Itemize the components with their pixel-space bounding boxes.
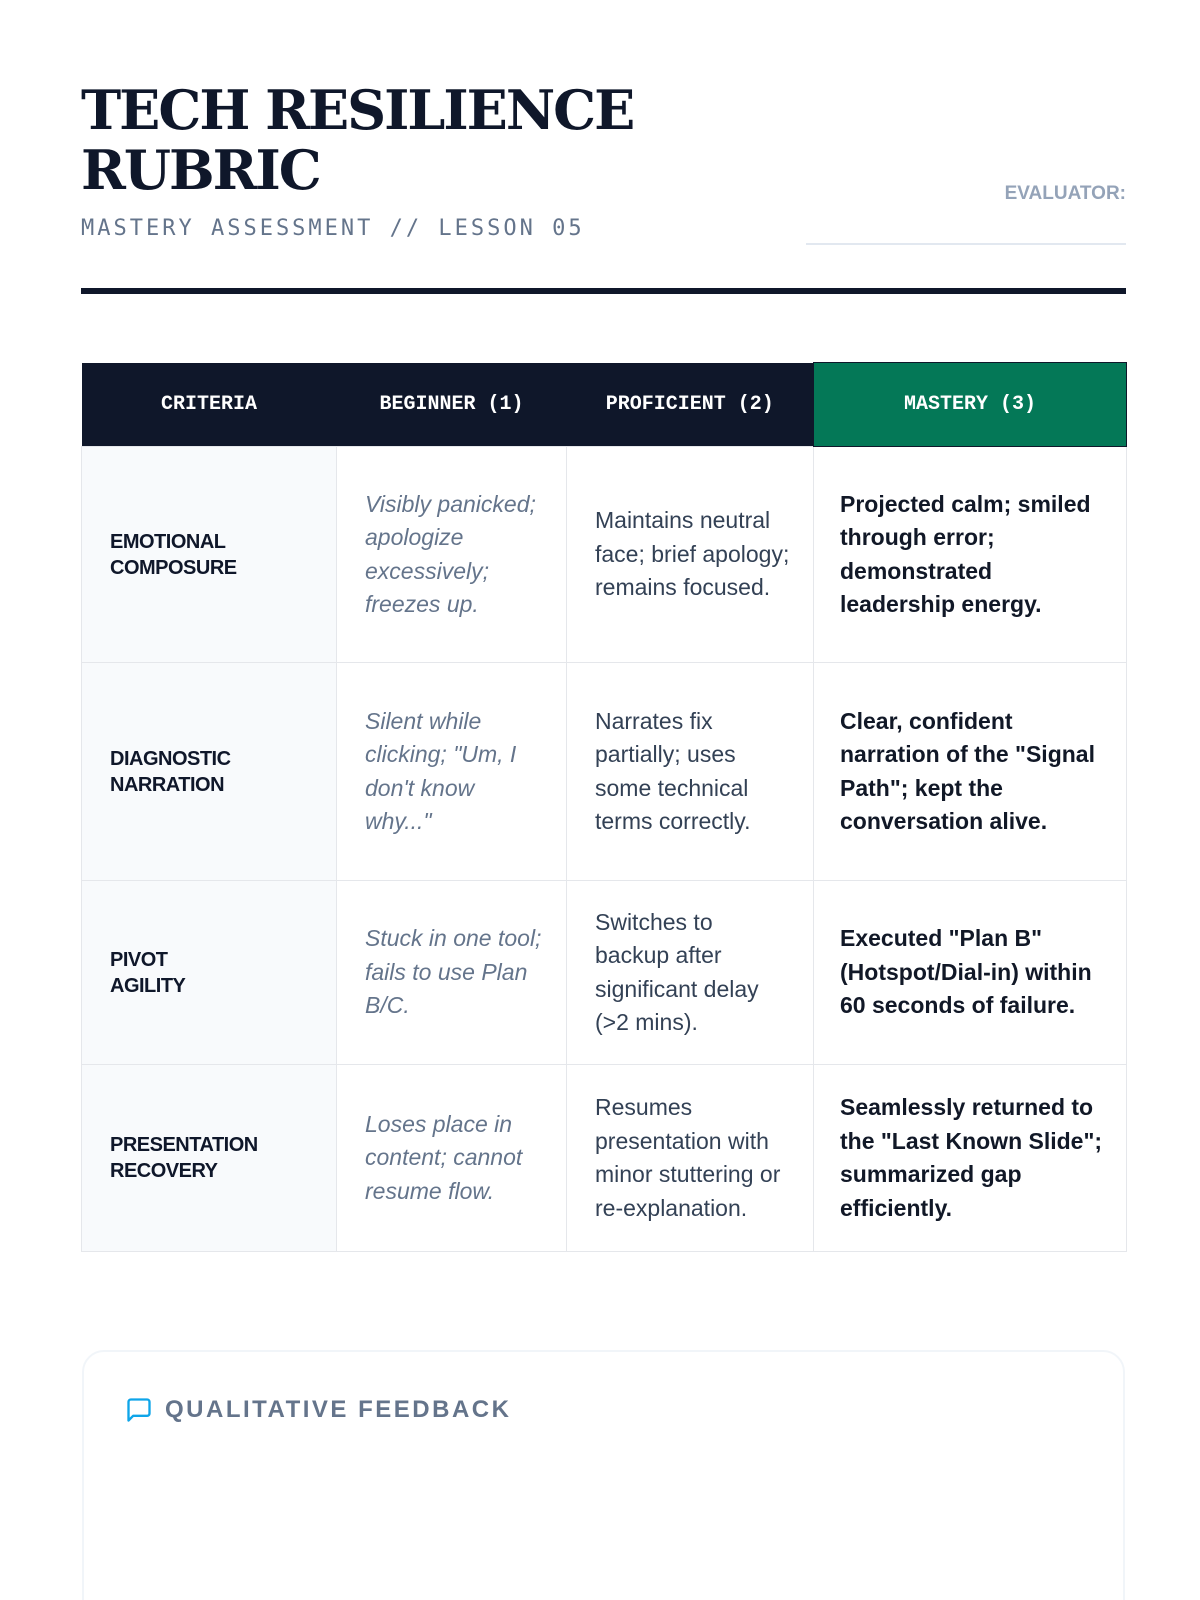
column-header-mastery: MASTERY (3): [814, 363, 1127, 447]
header-divider: [81, 288, 1126, 294]
title-line-1: TECH RESILIENCE: [81, 78, 634, 142]
table-row: [82, 663, 1127, 881]
proficient-cell: Maintains neutral face; brief apology; remains focused.: [567, 447, 814, 663]
table-row: [82, 881, 1127, 1065]
evaluator-signature-line[interactable]: [806, 243, 1126, 245]
table-row: [82, 447, 1127, 663]
rubric-page: [81, 0, 1126, 1600]
mastery-cell: Clear, confident narration of the "Signal Path"; kept the conversation alive.: [814, 663, 1127, 881]
criteria-cell: [82, 447, 337, 663]
page-header: [81, 80, 1126, 295]
criteria-cell: [82, 881, 337, 1065]
feedback-title: QUALITATIVE FEEDBACK: [165, 1396, 512, 1423]
table-row: [82, 1065, 1127, 1252]
criteria-label: PIVOT AGILITY: [110, 948, 186, 997]
mastery-cell: Projected calm; smiled through error; demonstrated leadership energy.: [814, 447, 1127, 663]
beginner-cell: Loses place in content; cannot resume flow.: [337, 1065, 567, 1252]
proficient-cell: Resumes presentation with minor stuttering or re-explanation.: [567, 1065, 814, 1252]
criteria-cell: [82, 1065, 337, 1252]
rubric-table: [81, 362, 1127, 1252]
beginner-cell: Visibly panicked; apologize excessively; freezes up.: [337, 447, 567, 663]
title-line-2: RUBRIC: [81, 138, 320, 202]
beginner-cell: Silent while clicking; "Um, I don't know why...": [337, 663, 567, 881]
page-subtitle: MASTERY ASSESSMENT // LESSON 05: [81, 216, 585, 241]
feedback-header: [125, 1396, 511, 1424]
evaluator-label: EVALUATOR:: [1004, 183, 1126, 204]
beginner-cell: Stuck in one tool; fails to use Plan B/C.: [337, 881, 567, 1065]
proficient-cell: Narrates fix partially; uses some technical terms correctly.: [567, 663, 814, 881]
table-header-row: [82, 363, 1127, 447]
column-header-criteria: CRITERIA: [82, 363, 337, 447]
criteria-label: PRESENTATION RECOVERY: [110, 1134, 258, 1182]
page-title: [81, 80, 721, 200]
criteria-label: EMOTIONAL COMPOSURE: [110, 530, 237, 579]
message-square-icon: [125, 1396, 153, 1424]
column-header-proficient: PROFICIENT (2): [567, 363, 814, 447]
mastery-cell: Executed "Plan B" (Hotspot/Dial-in) within 60 seconds of failure.: [814, 881, 1127, 1065]
column-header-beginner: BEGINNER (1): [337, 363, 567, 447]
mastery-cell: Seamlessly returned to the "Last Known Slide"; summarized gap efficiently.: [814, 1065, 1127, 1252]
criteria-cell: [82, 663, 337, 881]
criteria-label: DIAGNOSTIC NARRATION: [110, 747, 231, 796]
proficient-cell: Switches to backup after significant delay (>2 mins).: [567, 881, 814, 1065]
qualitative-feedback-card[interactable]: [82, 1350, 1125, 1600]
